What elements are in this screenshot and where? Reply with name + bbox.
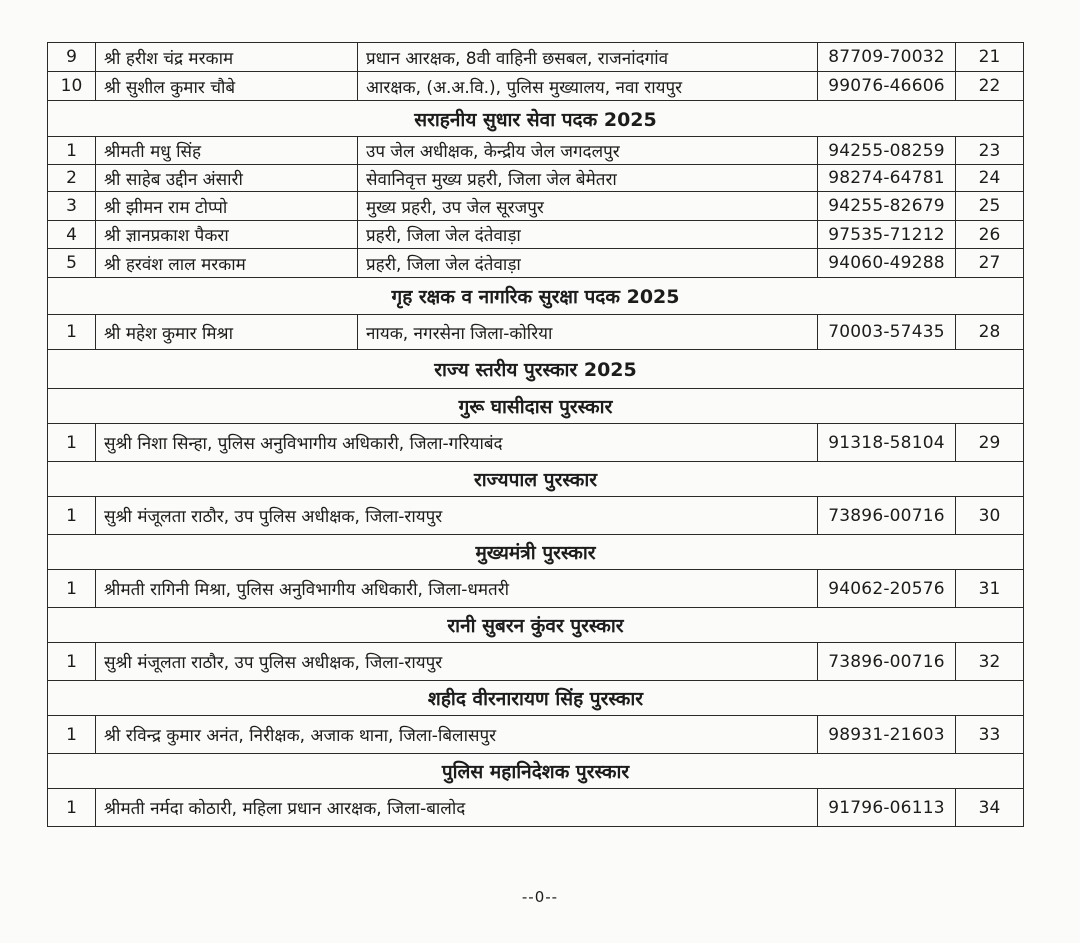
award-title-row (48, 681, 1024, 716)
serial-number: 1 (48, 137, 96, 165)
page-number: 25 (956, 192, 1024, 221)
designation: प्रहरी, जिला जेल दंतेवाड़ा (358, 221, 818, 249)
designation: प्रहरी, जिला जेल दंतेवाड़ा (358, 249, 818, 278)
section-header-row (48, 101, 1024, 137)
award-title: राज्यपाल पुरस्कार (48, 462, 1024, 497)
award-title-row (48, 608, 1024, 643)
table-row (48, 72, 1024, 101)
awardee-details: श्रीमती नर्मदा कोठारी, महिला प्रधान आरक्षक, जिला-बालोद (96, 789, 818, 827)
page-number: 23 (956, 137, 1024, 165)
table-row (48, 221, 1024, 249)
person-name: श्री झीमन राम टोप्पो (96, 192, 358, 221)
serial-number: 1 (48, 570, 96, 608)
award-title-row (48, 535, 1024, 570)
awardee-details: श्रीमती रागिनी मिश्रा, पुलिस अनुविभागीय अधिकारी, जिला-धमतरी (96, 570, 818, 608)
serial-number: 1 (48, 716, 96, 754)
designation: मुख्य प्रहरी, उप जेल सूरजपुर (358, 192, 818, 221)
phone-number: 94062-20576 (818, 570, 956, 608)
phone-number: 91318-58104 (818, 424, 956, 462)
serial-number: 1 (48, 789, 96, 827)
table-row (48, 137, 1024, 165)
phone-number: 73896-00716 (818, 643, 956, 681)
section-title: राज्य स्तरीय पुरस्कार 2025 (48, 350, 1024, 389)
awardee-details: सुश्री मंजूलता राठौर, उप पुलिस अधीक्षक, जिला-रायपुर (96, 497, 818, 535)
award-title-row (48, 389, 1024, 424)
serial-number: 10 (48, 72, 96, 101)
serial-number: 3 (48, 192, 96, 221)
award-title: मुख्यमंत्री पुरस्कार (48, 535, 1024, 570)
section-header-row (48, 350, 1024, 389)
designation: उप जेल अधीक्षक, केन्द्रीय जेल जगदलपुर (358, 137, 818, 165)
page-number: 29 (956, 424, 1024, 462)
page-number: 31 (956, 570, 1024, 608)
section-title: गृह रक्षक व नागरिक सुरक्षा पदक 2025 (48, 278, 1024, 315)
page-number: 24 (956, 165, 1024, 192)
award-title-row (48, 754, 1024, 789)
table-row (48, 43, 1024, 72)
phone-number: 97535-71212 (818, 221, 956, 249)
serial-number: 2 (48, 165, 96, 192)
page-number: 27 (956, 249, 1024, 278)
awards-table (47, 42, 1024, 827)
awardee-details: श्री रविन्द्र कुमार अनंत, निरीक्षक, अजाक थाना, जिला-बिलासपुर (96, 716, 818, 754)
page-number: 34 (956, 789, 1024, 827)
serial-number: 1 (48, 424, 96, 462)
serial-number: 9 (48, 43, 96, 72)
phone-number: 99076-46606 (818, 72, 956, 101)
page-number: 30 (956, 497, 1024, 535)
phone-number: 94060-49288 (818, 249, 956, 278)
table-row (48, 497, 1024, 535)
section-title: सराहनीय सुधार सेवा पदक 2025 (48, 101, 1024, 137)
section-header-row (48, 278, 1024, 315)
phone-number: 94255-82679 (818, 192, 956, 221)
designation: आरक्षक, (अ.अ.वि.), पुलिस मुख्यालय, नवा रायपुर (358, 72, 818, 101)
serial-number: 1 (48, 497, 96, 535)
awardee-details: सुश्री मंजूलता राठौर, उप पुलिस अधीक्षक, जिला-रायपुर (96, 643, 818, 681)
table-row (48, 570, 1024, 608)
serial-number: 1 (48, 643, 96, 681)
designation: प्रधान आरक्षक, 8वी वाहिनी छसबल, राजनांदगांव (358, 43, 818, 72)
table-row (48, 716, 1024, 754)
person-name: श्री महेश कुमार मिश्रा (96, 315, 358, 350)
award-title: गुरू घासीदास पुरस्कार (48, 389, 1024, 424)
phone-number: 94255-08259 (818, 137, 956, 165)
serial-number: 4 (48, 221, 96, 249)
designation: नायक, नगरसेना जिला-कोरिया (358, 315, 818, 350)
serial-number: 5 (48, 249, 96, 278)
designation: सेवानिवृत्त मुख्य प्रहरी, जिला जेल बेमेतरा (358, 165, 818, 192)
table-row (48, 192, 1024, 221)
table-row (48, 165, 1024, 192)
award-title-row (48, 462, 1024, 497)
phone-number: 70003-57435 (818, 315, 956, 350)
page-number: 28 (956, 315, 1024, 350)
serial-number: 1 (48, 315, 96, 350)
page-number: 32 (956, 643, 1024, 681)
person-name: श्री हरवंश लाल मरकाम (96, 249, 358, 278)
person-name: श्री ज्ञानप्रकाश पैकरा (96, 221, 358, 249)
table-row (48, 249, 1024, 278)
table-row (48, 789, 1024, 827)
page-number: 33 (956, 716, 1024, 754)
awardee-details: सुश्री निशा सिन्हा, पुलिस अनुविभागीय अधिकारी, जिला-गरियाबंद (96, 424, 818, 462)
table-row (48, 315, 1024, 350)
page-number: 26 (956, 221, 1024, 249)
award-title: पुलिस महानिदेशक पुरस्कार (48, 754, 1024, 789)
table-row (48, 424, 1024, 462)
phone-number: 87709-70032 (818, 43, 956, 72)
person-name: श्री साहेब उद्दीन अंसारी (96, 165, 358, 192)
table-row (48, 643, 1024, 681)
phone-number: 91796-06113 (818, 789, 956, 827)
phone-number: 98931-21603 (818, 716, 956, 754)
phone-number: 98274-64781 (818, 165, 956, 192)
person-name: श्री हरीश चंद्र मरकाम (96, 43, 358, 72)
page-number: 22 (956, 72, 1024, 101)
page-number: 21 (956, 43, 1024, 72)
person-name: श्री सुशील कुमार चौबे (96, 72, 358, 101)
person-name: श्रीमती मधु सिंह (96, 137, 358, 165)
page-footer: --0-- (521, 888, 559, 906)
award-title: शहीद वीरनारायण सिंह पुरस्कार (48, 681, 1024, 716)
phone-number: 73896-00716 (818, 497, 956, 535)
award-title: रानी सुबरन कुंवर पुरस्कार (48, 608, 1024, 643)
